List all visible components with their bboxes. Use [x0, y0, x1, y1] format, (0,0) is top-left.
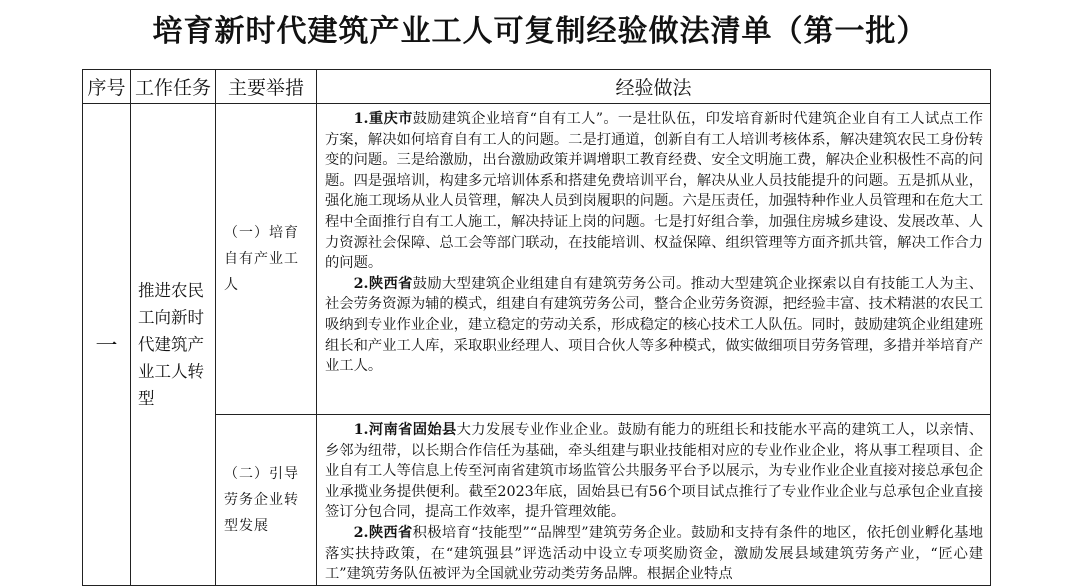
table-row — [83, 415, 991, 586]
experience-cell — [317, 415, 991, 586]
header-sequence: 序号 — [83, 70, 131, 104]
measure-cell: （一）培育自有产业工人 — [216, 104, 317, 415]
experience-paragraph — [325, 109, 983, 274]
experience-text: 鼓励大型建筑企业组建自有建筑劳务公司。推动大型建筑企业探索以自有技能工人为主、社会劳务资源为辅的模式，组建自有建筑劳务公司，整合企业劳务资源，把经验丰富、技术精湛的农民工吸纳到专业作业企业，建立稳定的劳动关系，形成稳定的核心技术工人队伍。同时，鼓励建筑企业组建班组长和产业工人库，采取职业经理人、项目合伙人等多种模式，做实做细项目劳务管理，多措并举培育产业工人。 — [325, 275, 983, 375]
header-experience: 经验做法 — [317, 70, 991, 104]
experience-table — [82, 69, 991, 586]
experience-paragraph — [325, 420, 983, 523]
experience-lead: 1.河南省固始县 — [353, 422, 457, 438]
table-row — [83, 104, 991, 415]
experience-lead: 2.陕西省 — [353, 275, 413, 292]
document-title: 培育新时代建筑产业工人可复制经验做法清单（第一批） — [152, 14, 928, 49]
experience-text: 鼓励建筑企业培育“自有工人”。一是壮队伍，印发培育新时代建筑企业自有工人试点工作方案，解决如何培育自有工人的问题。二是打通道，创新自有工人培训考核体系，解决建筑农民工身份转变的问题。三是给激励，出台激励政策并调增职工教育经费、安全文明施工费，解决企业积极性不高的问题。四是强培训，构建多元培训体系和搭建免费培训平台，解决从业人员技能提升的问题。五是抓从业，强化施工现场从业人员管理，解决人员到岗履职的问题。六是压责任，加强特种作业人员管理和在危大工程中全面推行自有工人施工，解决持证上岗的问题。七是打好组合拳，加强住房城乡建设、发展改革、人力资源社会保障、总工会等部门联动，在技能培训、权益保障、组织管理等方面齐抓共管，解决工作合力的问题。 — [325, 111, 983, 272]
experience-paragraph — [325, 523, 983, 585]
experience-lead: 1.重庆市 — [353, 111, 413, 127]
experience-lead: 2.陕西省 — [353, 524, 413, 541]
experience-cell — [317, 104, 991, 415]
table-header-row — [83, 70, 991, 104]
sequence-cell: 一 — [83, 104, 131, 586]
header-task: 工作任务 — [131, 70, 216, 104]
header-measure: 主要举措 — [216, 70, 317, 104]
experience-paragraph — [325, 274, 983, 377]
measure-cell: （二）引导劳务企业转型发展 — [216, 415, 317, 586]
task-cell: 推进农民工向新时代建筑产业工人转型 — [131, 104, 216, 586]
experience-text: 大力发展专业作业企业。鼓励有能力的班组长和技能水平高的建筑工人，以亲情、乡邻为纽带，以长期合作信任为基础，牵头组建与职业技能相对应的专业作业企业，将从事工程项目、企业自有工人等信息上传至河南省建筑市场监管公共服务平台予以展示，为专业作业企业直接对接总承包企业承揽业务提供便利。截至2023年底，固始县已有56个项目试点推行了专业作业企业与总承包企业直接签订分包合同，提高工作效率，提升管理效能。 — [325, 422, 983, 521]
experience-text: 积极培育“技能型”“品牌型”建筑劳务企业。鼓励和支持有条件的地区，依托创业孵化基地落实扶持政策，在“建筑强县”评选活动中设立专项奖励资金，激励发展县域建筑劳务产业，“匠心建工”建筑劳务队伍被评为全国就业劳动类劳务品牌。根据企业特点 — [325, 524, 983, 583]
